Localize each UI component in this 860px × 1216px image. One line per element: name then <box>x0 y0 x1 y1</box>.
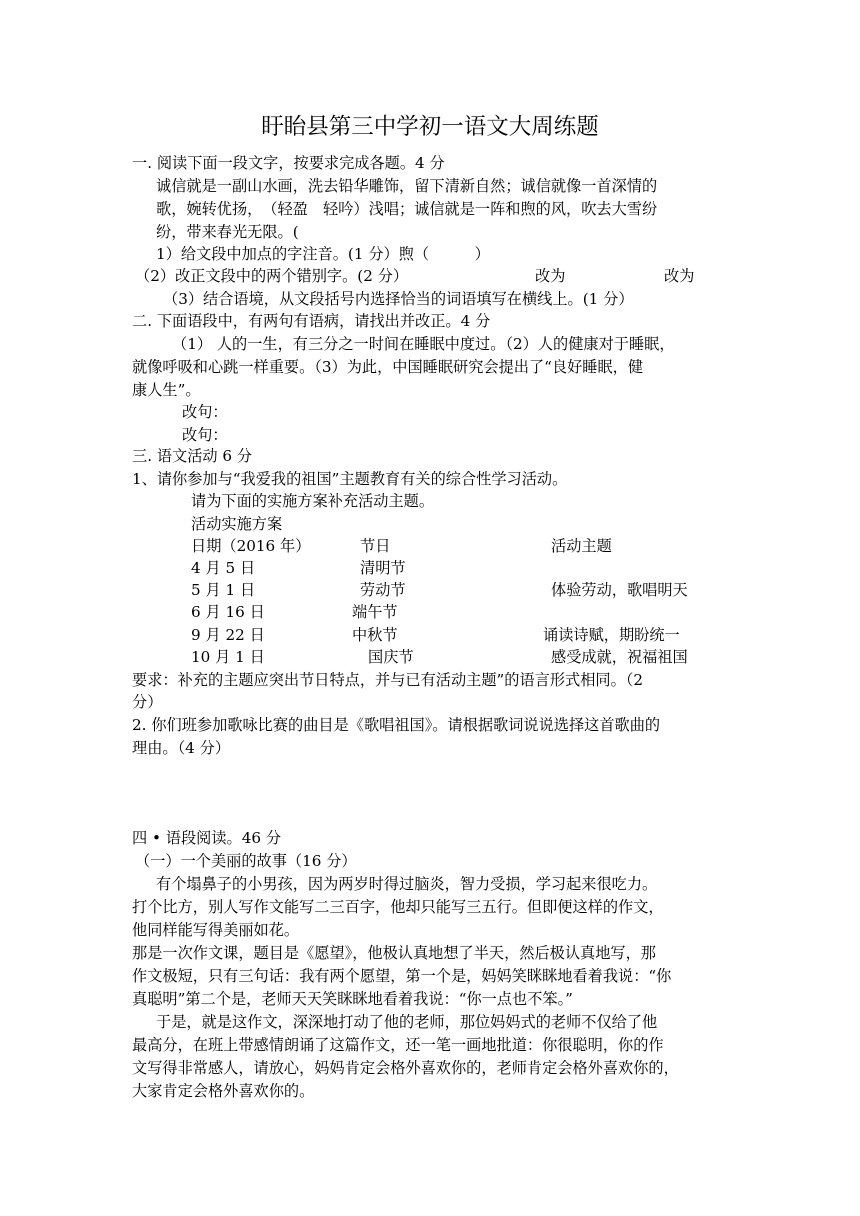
table-row-3-date: 6 月 16 日 <box>191 603 265 621</box>
section-2-passage-line-3: 康人生”。 <box>132 381 201 399</box>
story-line-9: 文写得非常感人，请放心，妈妈肯定会格外喜欢你的，老师肯定会格外喜欢你的， <box>132 1059 679 1077</box>
story-line-1: 有个塌鼻子的小男孩，因为两岁时得过脑炎，智力受损，学习起来很吃力。 <box>156 875 658 893</box>
section-2-fix-1: 改句： <box>182 403 228 421</box>
section-1-question-2-blank-1: 改为 <box>535 267 566 285</box>
plan-title: 活动实施方案 <box>191 515 283 533</box>
section-1-question-2-blank-2: 改为 <box>664 267 695 285</box>
table-row-2-theme: 体验劳动，歌唱明天 <box>551 581 688 599</box>
table-row-4-theme: 诵读诗赋，期盼统一 <box>543 626 680 644</box>
table-row-4-festival: 中秋节 <box>352 626 398 644</box>
section-3-requirement-line-2: 分） <box>132 693 163 711</box>
page-title: 盱眙县第三中学初一语文大周练题 <box>261 114 599 140</box>
table-row-5-theme: 感受成就，祝福祖国 <box>551 648 688 666</box>
section-1-question-3: （3）结合语境，从文段括号内选择恰当的词语填写在横线上。(1 分） <box>163 290 634 308</box>
section-1-question-1: 1）给文段中加点的字注音。(1 分）煦（ ） <box>156 245 490 263</box>
story-line-5: 作文极短，只有三句话：我有两个愿望，第一个是，妈妈笑眯眯地看着我说：“你 <box>132 967 672 985</box>
table-row-4-date: 9 月 22 日 <box>191 626 265 644</box>
table-row-3-festival: 端午节 <box>352 603 398 621</box>
section-4-heading: 四 • 语段阅读。46 分 <box>132 829 282 847</box>
section-2-heading: 二. 下面语段中，有两句有语病，请找出并改正。4 分 <box>132 312 491 330</box>
table-row-1-festival: 清明节 <box>360 559 406 577</box>
table-row-5-festival: 国庆节 <box>368 648 414 666</box>
section-3-requirement-line-1: 要求：补充的主题应突出节日特点，并与已有活动主题”的语言形式相同。（2 <box>132 671 644 689</box>
table-header-theme: 活动主题 <box>551 537 612 555</box>
section-3-question-2-line-2: 理由。（4 分） <box>132 739 231 757</box>
story-line-8: 最高分，在班上带感情朗诵了这篇作文，还一笔一画地批道：你很聪明，你的作 <box>132 1036 664 1054</box>
table-row-2-festival: 劳动节 <box>360 581 406 599</box>
section-2-passage-line-1: （1） 人的一生，有三分之一时间在睡眠中度过。（2）人的健康对于睡眠， <box>172 335 675 353</box>
story-line-7: 于是，就是这作文，深深地打动了他的老师，那位妈妈式的老师不仅给了他 <box>156 1013 658 1031</box>
section-1-passage-line-1: 诚信就是一副山水画，洗去铅华雕饰，留下清新自然；诚信就像一首深情的 <box>156 177 658 195</box>
section-2-passage-line-2: 就像呼吸和心跳一样重要。（3）为此，中国睡眠研究会提出了“良好睡眠，健 <box>132 358 644 376</box>
story-line-3: 他同样能写得美丽如花。 <box>132 921 300 939</box>
section-4-subheading: （一）一个美丽的故事（16 分） <box>135 852 357 870</box>
story-line-2: 打个比方，别人写作文能写二三百字，他却只能写三五行。但即便这样的作文， <box>132 898 664 916</box>
section-3-question-2-line-1: 2. 你们班参加歌咏比赛的曲目是《歌唱祖国》。请根据歌词说说选择这首歌曲的 <box>132 716 661 734</box>
section-1-passage-line-2: 歌，婉转优扬， （轻盈 轻吟）浅唱；诚信就是一阵和煦的风，吹去大雪纷 <box>156 200 658 218</box>
section-3-heading: 三. 语文活动 6 分 <box>132 447 253 465</box>
section-1-question-2: （2）改正文段中的两个错别字。(2 分） <box>135 267 409 285</box>
section-2-fix-2: 改句： <box>182 426 228 444</box>
section-3-question-1: 1、请你参加与“我爱我的祖国”主题教育有关的综合性学习活动。 <box>132 470 568 488</box>
section-3-instruction: 请为下面的实施方案补充活动主题。 <box>191 492 434 510</box>
story-line-6: 真聪明”第二个是，老师天天笑眯眯地看着我说：“你一点也不笨。” <box>132 990 573 1008</box>
story-line-4: 那是一次作文课，题目是《愿望》，他极认真地想了半天，然后极认真地写，那 <box>132 944 656 962</box>
table-header-festival: 节日 <box>360 537 391 555</box>
table-row-2-date: 5 月 1 日 <box>191 581 256 599</box>
table-row-1-date: 4 月 5 日 <box>191 559 256 577</box>
table-row-5-date: 10 月 1 日 <box>191 648 265 666</box>
table-header-date: 日期（2016 年） <box>191 537 311 555</box>
section-1-heading: 一. 阅读下面一段文字，按要求完成各题。4 分 <box>132 154 445 172</box>
section-1-passage-line-3: 纷，带来春光无限。( <box>156 223 299 241</box>
story-line-10: 大家肯定会格外喜欢你的。 <box>132 1082 315 1100</box>
